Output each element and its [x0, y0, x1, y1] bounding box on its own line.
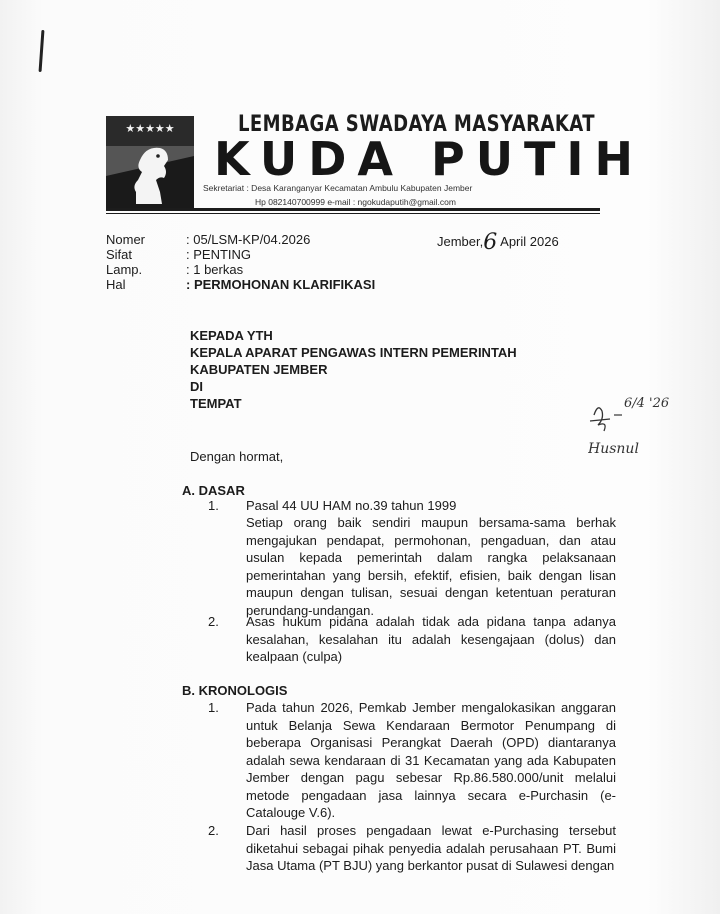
recipient-line: KEPALA APARAT PENGAWAS INTERN PEMERINTAH — [190, 345, 517, 360]
lamp-label: Lamp. — [106, 262, 143, 277]
letterhead-divider — [106, 208, 600, 211]
pen-stroke-mark — [39, 30, 45, 72]
recipient-line: KEPADA YTH — [190, 328, 273, 343]
nomor-value: : 05/LSM-KP/04.2026 — [186, 232, 311, 247]
scan-crop-edge — [208, 508, 628, 512]
item-number: 2. — [208, 614, 219, 629]
letter-meta — [106, 232, 375, 292]
item-text: Pada tahun 2026, Pemkab Jember mengalokasikan anggaran untuk Belanja Sewa Kendaraan Bermotor Penumpang di beberapa Organisasi Perangkat Daerah (OPD) diantaranya adalah sewa kendaraan di 31 Kecamatan yang ada Kabupaten Jember dengan pagu sebesar Rp.86.580.000/unit melalui metode pengadaan jasa lainnya secara e-Purchasin (e-Catalouge V.6). — [246, 700, 616, 820]
greeting: Dengan hormat, — [190, 449, 284, 464]
section-b-item — [208, 699, 616, 822]
org-type: LEMBAGA SWADAYA MASYARAKAT — [238, 112, 595, 137]
sifat-value: : PENTING — [186, 247, 252, 262]
handwritten-annotation — [588, 385, 688, 460]
item-text: Dari hasil proses pengadaan lewat e-Purchasing tersebut diketahui sebagai pihak penyedia adalah perusahaan PT. Bumi Jasa Utama (PT BJU) yang berkantor pusat di Sulawesi dengan — [246, 823, 616, 873]
org-address: Sekretariat : Desa Karanganyar Kecamatan Ambulu Kabupaten Jember — [203, 183, 473, 193]
item-number: 2. — [208, 823, 219, 838]
kuda-putih-logo — [106, 116, 194, 208]
hal-label: Hal — [106, 277, 126, 292]
recipient-line: TEMPAT — [190, 396, 242, 411]
lamp-value: : 1 berkas — [186, 262, 244, 277]
section-a-item — [208, 613, 616, 666]
hal-value: : PERMOHONAN KLARIFIKASI — [186, 277, 376, 292]
date-place: Jember, — [437, 234, 484, 249]
org-name: KUDA PUTIH — [214, 132, 645, 186]
recipient-line: DI — [190, 379, 203, 394]
recipient-line: KABUPATEN JEMBER — [190, 362, 328, 377]
date-month-year: April 2026 — [500, 234, 559, 249]
nomor-label: Nomer — [106, 232, 146, 247]
org-contact: Hp 082140700999 e-mail : ngokudaputih@gmail.com — [255, 197, 456, 207]
section-a-title: A. DASAR — [182, 483, 245, 498]
section-b-title: B. KRONOLOGIS — [182, 683, 288, 698]
svg-text:★★★★★: ★★★★★ — [125, 122, 175, 135]
section-a-item-body — [208, 514, 616, 619]
sifat-label: Sifat — [106, 247, 133, 262]
letter-date — [437, 227, 559, 255]
annotation-name: Husnul — [588, 441, 639, 457]
item-text: Setiap orang baik sendiri maupun bersama-sama berhak mengajukan pendapat, permohonan, pengaduan, dan atau usulan kepada pemerintah dalam rangka pelaksanaan pemerintahan yang bersih, efektif, efisien, baik dengan lisan maupun dengan tulisan, sesuai dengan ketentuan peraturan perundang-undangan. — [246, 515, 616, 618]
date-day-handwritten: 6 — [483, 230, 498, 255]
item-number: 1. — [208, 700, 219, 715]
annotation-date: 6/4 '26 — [624, 396, 670, 411]
item-text: Asas hukum pidana adalah tidak ada pidana tanpa adanya kesalahan, kesalahan itu adalah kesengajaan (dolus) dan kealpaan (culpa) — [246, 614, 616, 664]
item-heading: Pasal 44 UU HAM no.39 tahun 1999 — [246, 498, 457, 513]
recipient-block — [190, 327, 517, 412]
section-b-item — [208, 822, 616, 875]
item-number: 1. — [208, 498, 219, 513]
letterhead-divider-thin — [106, 213, 600, 214]
